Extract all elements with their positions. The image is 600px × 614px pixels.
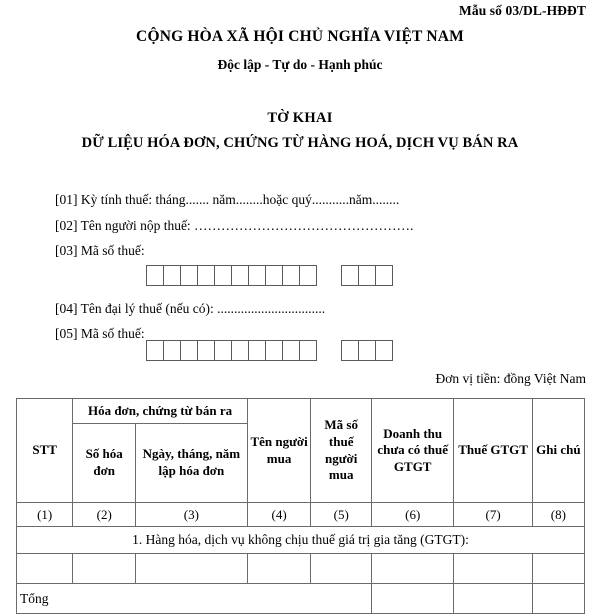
- col-num-5: (5): [311, 503, 372, 527]
- table-row[interactable]: [17, 554, 585, 584]
- cell-note[interactable]: [532, 554, 584, 584]
- total-row: [17, 584, 585, 614]
- invoice-data-table: [16, 398, 585, 614]
- taxcode-cell[interactable]: [265, 265, 283, 286]
- section-row-1: [17, 527, 585, 554]
- taxcode-suffix-cell[interactable]: [341, 265, 359, 286]
- field-05-agent-tax-code-label: [05] Mã số thuế:: [55, 326, 145, 341]
- agent-taxcode-suffix-cell[interactable]: [375, 340, 393, 361]
- agent-taxcode-cell[interactable]: [197, 340, 215, 361]
- agent-taxcode-suffix-group[interactable]: [341, 340, 393, 361]
- agent-taxcode-cell[interactable]: [299, 340, 317, 361]
- agent-taxcode-cell[interactable]: [180, 340, 198, 361]
- cell-invoice-number[interactable]: [73, 554, 136, 584]
- col-header-invoice-number: Số hóa đơn: [73, 424, 136, 503]
- cell-buyer-name[interactable]: [247, 554, 311, 584]
- table-head: [17, 399, 585, 527]
- table-body: [17, 527, 585, 614]
- col-num-7: (7): [454, 503, 532, 527]
- nation-title: CỘNG HÒA XÃ HỘI CHỦ NGHĨA VIỆT NAM: [136, 28, 464, 45]
- col-header-revenue-excl-vat: Doanh thu chưa có thuế GTGT: [371, 399, 453, 503]
- col-header-vat: Thuế GTGT: [454, 399, 532, 503]
- taxpayer-tax-code-boxes[interactable]: [146, 265, 393, 286]
- col-header-invoice-date: Ngày, tháng, năm lập hóa đơn: [136, 424, 248, 503]
- agent-taxcode-cell[interactable]: [248, 340, 266, 361]
- total-vat[interactable]: [454, 584, 532, 614]
- total-note[interactable]: [532, 584, 584, 614]
- total-row-label: Tổng: [17, 584, 372, 614]
- cell-revenue-excl-vat[interactable]: [371, 554, 453, 584]
- taxcode-cell[interactable]: [214, 265, 232, 286]
- col-num-3: (3): [136, 503, 248, 527]
- header-row-top: [17, 399, 585, 424]
- col-num-2: (2): [73, 503, 136, 527]
- currency-unit-note: Đơn vị tiền: đồng Việt Nam: [435, 371, 586, 386]
- agent-taxcode-cell[interactable]: [146, 340, 164, 361]
- taxcode-cell[interactable]: [231, 265, 249, 286]
- column-number-row: [17, 503, 585, 527]
- cell-invoice-date[interactable]: [136, 554, 248, 584]
- agent-taxcode-cell[interactable]: [163, 340, 181, 361]
- col-num-8: (8): [532, 503, 584, 527]
- taxcode-suffix-cell[interactable]: [375, 265, 393, 286]
- agent-tax-code-boxes[interactable]: [146, 340, 393, 361]
- col-header-buyer-taxcode: Mã số thuế người mua: [311, 399, 372, 503]
- taxcode-cell[interactable]: [180, 265, 198, 286]
- col-header-invoice-group: Hóa đơn, chứng từ bán ra: [73, 399, 247, 424]
- taxcode-cell[interactable]: [282, 265, 300, 286]
- cell-stt[interactable]: [17, 554, 73, 584]
- document-subtitle: DỮ LIỆU HÓA ĐƠN, CHỨNG TỪ HÀNG HOÁ, DỊCH VỤ BÁN RA: [81, 135, 519, 151]
- taxcode-cell[interactable]: [163, 265, 181, 286]
- invoice-data-table-wrapper: [16, 398, 585, 614]
- taxcode-cell[interactable]: [146, 265, 164, 286]
- col-num-1: (1): [17, 503, 73, 527]
- taxcode-suffix-cell[interactable]: [358, 265, 376, 286]
- field-01-tax-period[interactable]: [01] Kỳ tính thuế: tháng....... năm........hoặc quý...........năm........: [55, 192, 400, 207]
- agent-taxcode-cell[interactable]: [282, 340, 300, 361]
- field-04-tax-agent-name[interactable]: [04] Tên đại lý thuế (nếu có): ................................: [55, 301, 326, 316]
- national-motto: Độc lập - Tự do - Hạnh phúc: [217, 57, 383, 72]
- cell-vat[interactable]: [454, 554, 532, 584]
- agent-taxcode-suffix-cell[interactable]: [358, 340, 376, 361]
- total-revenue-excl-vat[interactable]: [371, 584, 453, 614]
- agent-taxcode-suffix-cell[interactable]: [341, 340, 359, 361]
- agent-taxcode-cell[interactable]: [214, 340, 232, 361]
- form-code-label: Mẫu số 03/DL-HĐĐT: [459, 3, 586, 18]
- field-03-tax-code-label: [03] Mã số thuế:: [55, 243, 145, 258]
- cell-buyer-taxcode[interactable]: [311, 554, 372, 584]
- document-title: TỜ KHAI: [267, 110, 333, 126]
- agent-taxcode-cell[interactable]: [231, 340, 249, 361]
- taxcode-suffix-group[interactable]: [341, 265, 393, 286]
- taxcode-cell[interactable]: [197, 265, 215, 286]
- agent-taxcode-cell[interactable]: [265, 340, 283, 361]
- taxcode-main-group[interactable]: [146, 265, 317, 286]
- section-row-1-label: 1. Hàng hóa, dịch vụ không chịu thuế giá trị gia tăng (GTGT):: [17, 527, 585, 554]
- col-header-stt: STT: [17, 399, 73, 503]
- agent-taxcode-main-group[interactable]: [146, 340, 317, 361]
- col-header-note: Ghi chú: [532, 399, 584, 503]
- col-num-4: (4): [247, 503, 311, 527]
- field-02-taxpayer-name[interactable]: [02] Tên người nộp thuế: ………………………………………….: [55, 218, 414, 233]
- taxcode-cell[interactable]: [248, 265, 266, 286]
- taxcode-cell[interactable]: [299, 265, 317, 286]
- col-header-buyer-name: Tên người mua: [247, 399, 311, 503]
- col-num-6: (6): [371, 503, 453, 527]
